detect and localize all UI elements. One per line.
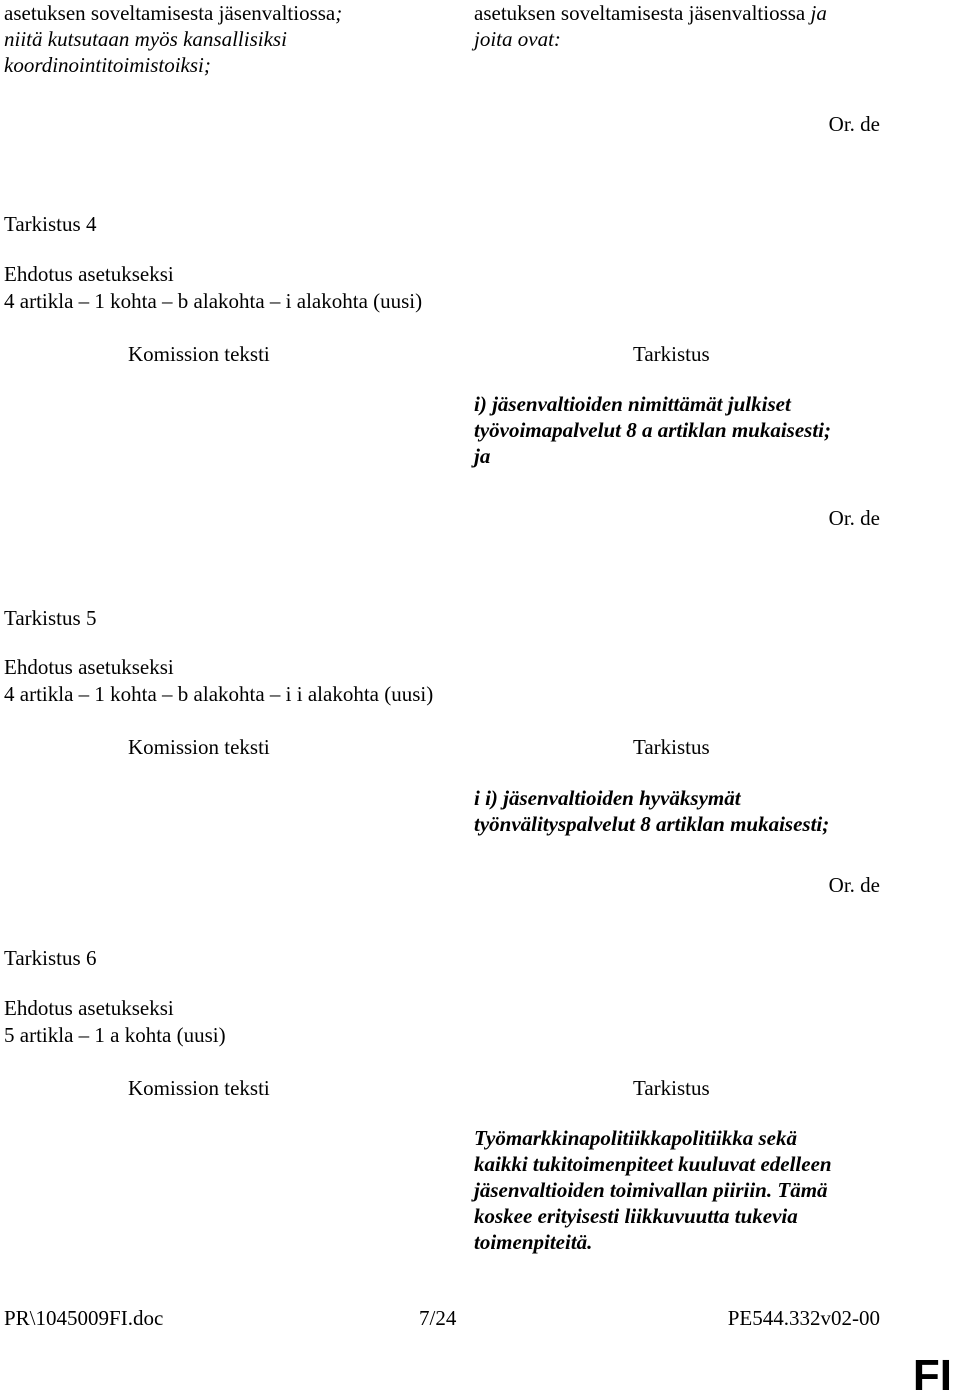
- original-language-note: Or. de: [828, 112, 880, 136]
- amendment-title: Tarkistus 5: [4, 606, 97, 630]
- top-right-text: [474, 0, 914, 52]
- amendment-text-line: Työmarkkinapolitiikkapolitiikka sekä: [474, 1126, 797, 1150]
- amendment-header: Tarkistus: [633, 1076, 710, 1100]
- original-language-note: Or. de: [828, 873, 880, 897]
- document-reference: PR\1045009FI.doc: [4, 1306, 164, 1330]
- pe-number: PE544.332v02-00: [727, 1306, 880, 1330]
- top-left-line-2: niitä kutsutaan myös kansallisiksi: [4, 27, 287, 51]
- article-reference: 5 artikla – 1 a kohta (uusi): [4, 1023, 226, 1047]
- proposal-label: Ehdotus asetukseksi: [4, 262, 174, 286]
- top-left-text: [4, 0, 444, 78]
- top-right-line-1: asetuksen soveltamisesta jäsenvaltiossa ja: [474, 1, 827, 25]
- article-reference: 4 artikla – 1 kohta – b alakohta – i i alakohta (uusi): [4, 682, 434, 706]
- amendment-title: Tarkistus 6: [4, 946, 97, 970]
- amendment-header: Tarkistus: [633, 735, 710, 759]
- original-language-note: Or. de: [828, 506, 880, 530]
- top-left-line-3: koordinointitoimistoiksi;: [4, 53, 211, 77]
- amendment-text-line: koskee erityisesti liikkuvuutta tukevia: [474, 1204, 798, 1228]
- proposal-label: Ehdotus asetukseksi: [4, 996, 174, 1020]
- top-left-line-1: asetuksen soveltamisesta jäsenvaltiossa;: [4, 1, 343, 25]
- amendment-text-line: työnvälityspalvelut 8 artiklan mukaisesti;: [474, 812, 830, 836]
- amendment-text: [474, 1125, 914, 1255]
- amendment-title: Tarkistus 4: [4, 212, 97, 236]
- amendment-header: Tarkistus: [633, 342, 710, 366]
- proposal-label: Ehdotus asetukseksi: [4, 655, 174, 679]
- amendment-text-line: toimenpiteitä.: [474, 1230, 593, 1254]
- language-mark: FI: [912, 1351, 952, 1400]
- article-reference: 4 artikla – 1 kohta – b alakohta – i alakohta (uusi): [4, 289, 423, 313]
- amendment-text: [474, 391, 914, 469]
- amendment-text-line: i i) jäsenvaltioiden hyväksymät: [474, 786, 741, 810]
- amendment-text: [474, 785, 914, 837]
- top-right-line-2: joita ovat:: [474, 27, 561, 51]
- amendment-text-line: kaikki tukitoimenpiteet kuuluvat edelleen: [474, 1152, 832, 1176]
- amendment-text-line: työvoimapalvelut 8 a artiklan mukaisesti;: [474, 418, 831, 442]
- page-number: 7/24: [419, 1306, 457, 1330]
- commission-text-header: Komission teksti: [128, 1076, 270, 1100]
- commission-text-header: Komission teksti: [128, 342, 270, 366]
- commission-text-header: Komission teksti: [128, 735, 270, 759]
- amendment-text-line: i) jäsenvaltioiden nimittämät julkiset: [474, 392, 791, 416]
- amendment-text-line: jäsenvaltioiden toimivallan piiriin. Tämä: [474, 1178, 828, 1202]
- amendment-text-line: ja: [474, 444, 491, 468]
